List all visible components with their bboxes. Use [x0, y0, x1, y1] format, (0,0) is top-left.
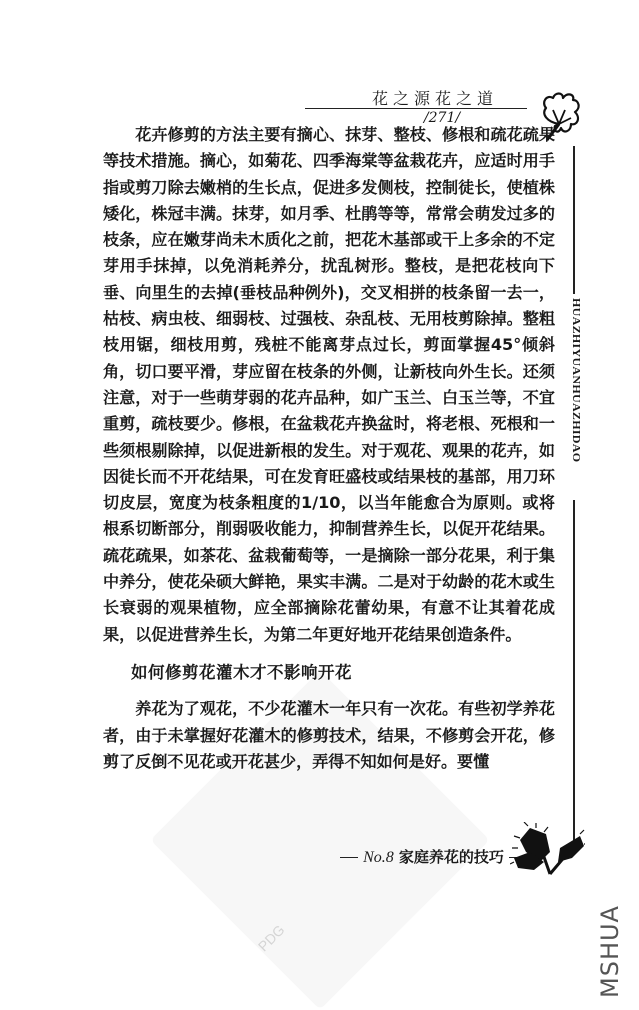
paragraph: 养花为了观花，不少花灌木一年只有一次花。有些初学养花者，由于未掌握好花灌木的修剪技术，结果，不修剪会开花，修剪了反倒不见花或开花甚少，弄得不知如何是好。要懂	[103, 699, 555, 771]
header-rule	[305, 108, 527, 109]
side-rule-top	[573, 146, 575, 294]
side-rule-bottom	[573, 500, 575, 845]
side-tab-text: HUAZHIYUANHUAZHIDAO	[570, 298, 583, 463]
paragraph: 花卉修剪的方法主要有摘心、抹芽、整枝、修根和疏花疏果等技术措施。摘心，如菊花、四季海棠等盆栽花卉，应适时用手指或剪刀除去嫩梢的生长点，促进多发侧枝，控制徒长，使植株矮化，株冠丰满。抹芽，如月季、杜鹃等等，常常会萌发过多的枝条，应在嫩芽尚未木质化之前，把花木基部或干上多余的不定芽用手抹掉，以免消耗养分，扰乱树形。整枝，是把花枝向下垂、向里生的去掉(垂枝品种例外)，交叉相拼的枝条留一去一，枯枝、病虫枝、细弱枝、过强枝、杂乱枝、无用枝剪除掉。整粗枝用锯，细枝用剪，残桩不能离芽点过长，剪面掌握45°倾斜角，切口要平滑，芽应留在枝条的外侧，让新枝向外生长。还须注意，对于一些萌芽弱的花卉品种，如广玉兰、白玉兰等，不宜重剪，疏枝要少。修根，在盆栽花卉换盆时，将老根、死根和一些须根剔除掉，以促进新根的发生。对于观花、观果的花卉，如因徒长而不开花结果，可在发育旺盛枝或结果枝的基部，用刀环切皮层，宽度为枝条粗度的1/10，以当年能愈合为原则。或将根系切断部分，削弱吸收能力，抑制营养生长，以促开花结果。疏花疏果，如茶花、盆栽葡萄等，一是摘除一部分花果，利于集中养分，使花朵硕大鲜艳，果实丰满。二是对于幼龄的花木或生长衰弱的观果植物，应全部摘除花蕾幼果，有意不让其着花成果，以促进营养生长，为第二年更好地开花结果创造条件。	[103, 125, 555, 644]
watermark-text: PDG	[254, 921, 288, 955]
footer	[340, 846, 520, 867]
section-heading: 如何修剪花灌木才不影响开花	[131, 662, 352, 682]
chapter-title: 家庭养花的技巧	[398, 848, 504, 866]
pine-branch-icon	[510, 822, 585, 877]
page-number: /271/	[423, 110, 461, 126]
site-watermark: MSHUA	[596, 905, 624, 998]
running-title: 花之源花之道	[371, 89, 498, 108]
chapter-number: No.8	[363, 849, 394, 866]
footer-dash	[340, 857, 358, 858]
body-text	[103, 122, 555, 775]
